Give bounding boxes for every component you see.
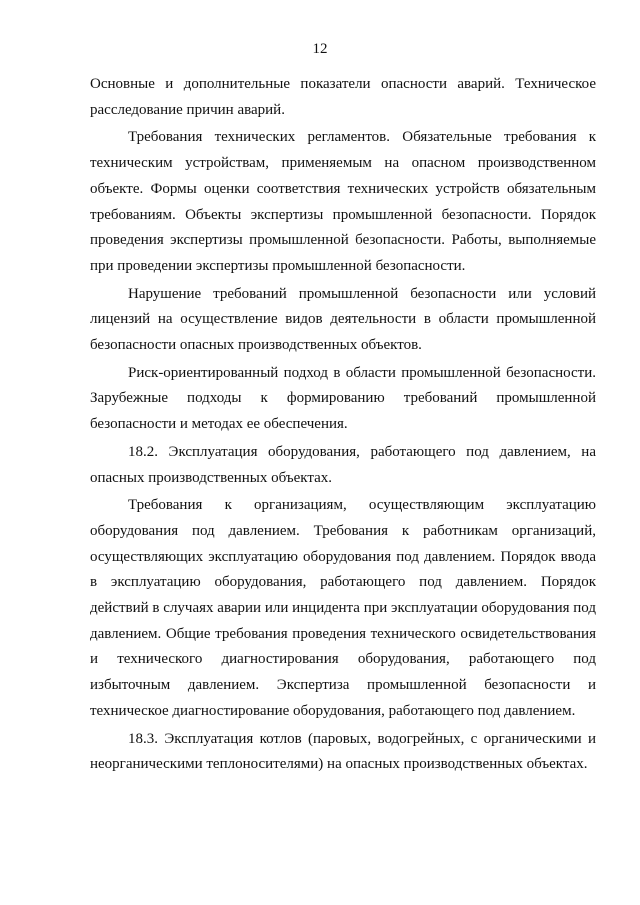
- section-heading-18-3: 18.3. Эксплуатация котлов (паровых, водогрейных, с органическими и неорганическими теплоносителями) на опасных производственных объектах.: [90, 730, 596, 773]
- paragraph-3: Нарушение требований промышленной безопасности или условий лицензий на осуществление видов деятельности в области промышленной безопасности опасных производственных объектов.: [90, 285, 596, 354]
- section-heading-18-2: 18.2. Эксплуатация оборудования, работающего под давлением, на опасных производственных объектах.: [90, 443, 596, 486]
- paragraph-2: Требования технических регламентов. Обязательные требования к техническим устройствам, применяемым на опасном производственном объекте. Формы оценки соответствия технических устройств обязательным требованиям. Объекты экспертизы промышленной безопасности. Порядок проведения экспертизы промышленной безопасности. Работы, выполняемые при проведении экспертизы промышленной безопасности.: [90, 129, 596, 274]
- page-body: [90, 72, 596, 778]
- paragraph-1: Основные и дополнительные показатели опасности аварий. Техническое расследование причин аварий.: [90, 76, 596, 118]
- paragraph-5: Требования к организациям, осуществляющим эксплуатацию оборудования под давлением. Требования к работникам организаций, осуществляющих эксплуатацию оборудования под давлением. Порядок ввода в эксплуатацию оборудования, работающего под давлением. Порядок действий в случаях аварии или инцидента при эксплуатации оборудования под давлением. Общие требования проведения технического освидетельствования и технического диагностирования оборудования, работающего под избыточным давлением. Экспертиза промышленной безопасности и техническое диагностирование оборудования, работающего под давлением.: [90, 497, 596, 719]
- paragraph-4: Риск-ориентированный подход в области промышленной безопасности. Зарубежные подходы к формированию требований промышленной безопасности и методах ее обеспечения.: [90, 364, 596, 433]
- page-number: 12: [312, 41, 328, 57]
